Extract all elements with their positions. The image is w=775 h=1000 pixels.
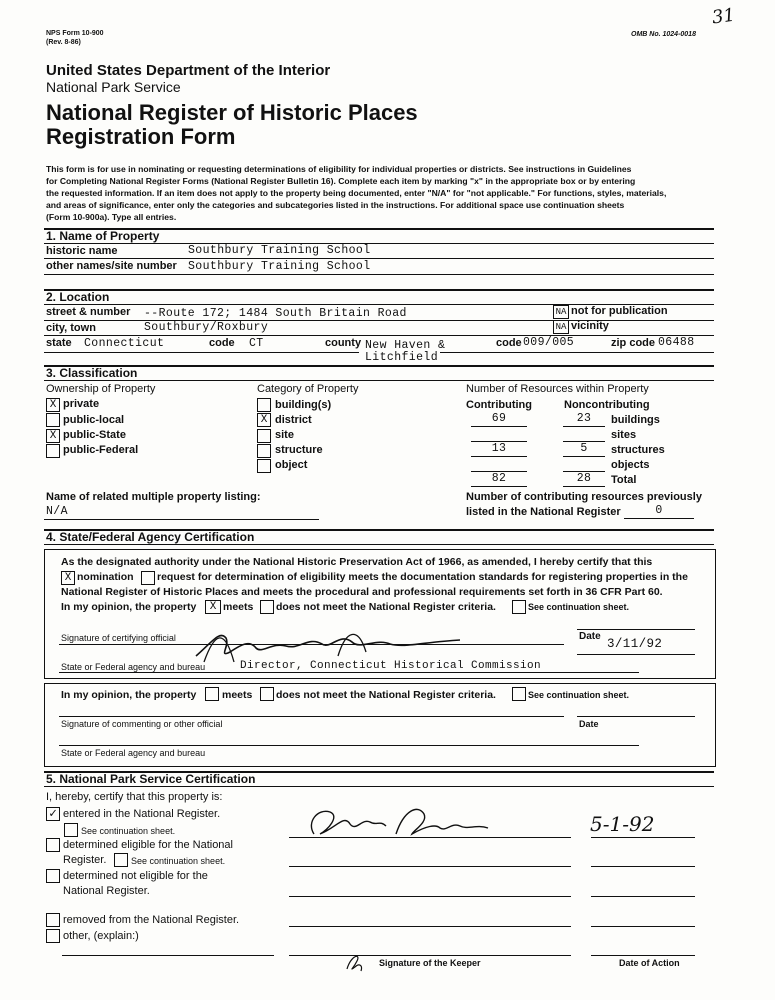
historic-name-value[interactable]: Southbury Training School — [188, 244, 371, 257]
zip-value[interactable]: 06488 — [658, 336, 695, 349]
keeper-signature — [300, 800, 500, 842]
agency-value[interactable]: Director, Connecticut Historical Commission — [240, 660, 542, 672]
rule — [62, 955, 274, 956]
meets-checkbox[interactable]: X — [205, 600, 221, 614]
total-label: Total — [611, 474, 637, 486]
rule — [44, 519, 319, 520]
state-code-label: code — [209, 337, 235, 349]
does-not-meet-b-checkbox[interactable] — [260, 687, 274, 701]
city-value[interactable]: Southbury/Roxbury — [144, 321, 269, 334]
previously-listed-label: Number of contributing resources previously — [466, 491, 702, 503]
state-code-value[interactable]: CT — [249, 337, 264, 350]
rule — [577, 716, 695, 717]
form-revision: (Rev. 8-86) — [46, 39, 81, 46]
section-5-heading: 5. National Park Service Certification — [46, 772, 256, 786]
keeper-initial-icon — [343, 951, 367, 975]
city-label: city, town — [46, 322, 96, 334]
contributing-objects[interactable] — [471, 457, 527, 472]
ownership-public-state-label: public-State — [63, 429, 126, 441]
section-rule — [44, 289, 714, 291]
category-structure-label: structure — [275, 444, 323, 456]
ownership-private-checkbox[interactable]: X — [46, 398, 60, 412]
date-of-action-label: Date of Action — [619, 958, 680, 968]
form-subtitle: Registration Form — [46, 124, 236, 149]
ownership-public-federal-label: public-Federal — [63, 444, 139, 456]
eligible-continuation-checkbox[interactable] — [114, 853, 128, 867]
category-heading: Category of Property — [257, 383, 359, 395]
noncontributing-objects[interactable] — [563, 457, 605, 472]
section-2-heading: 2. Location — [46, 290, 110, 304]
department-name: United States Department of the Interior — [46, 62, 331, 79]
county-value-2[interactable]: Litchfield — [365, 351, 439, 364]
noncontributing-sites[interactable] — [563, 427, 605, 442]
other-names-label: other names/site number — [46, 260, 177, 272]
category-site-checkbox[interactable] — [257, 429, 271, 443]
ownership-public-local-checkbox[interactable] — [46, 413, 60, 427]
action-date-handwritten[interactable]: 5-1-92 — [590, 812, 655, 836]
rule — [591, 926, 695, 927]
service-name: National Park Service — [46, 79, 181, 95]
sites-label: sites — [611, 429, 637, 441]
continuation-checkbox[interactable] — [512, 600, 526, 614]
category-structure-checkbox[interactable] — [257, 444, 271, 458]
category-building-checkbox[interactable] — [257, 398, 271, 412]
nps-intro: I, hereby, certify that this property is: — [46, 791, 223, 803]
other-label: other, (explain:) — [63, 930, 139, 942]
contributing-sites[interactable] — [471, 427, 527, 442]
determined-eligible-checkbox[interactable] — [46, 838, 60, 852]
rule — [591, 837, 695, 838]
ownership-public-state-checkbox[interactable]: X — [46, 429, 60, 443]
section-rule — [44, 365, 714, 367]
contributing-heading: Contributing — [466, 399, 532, 411]
does-not-meet-label: does not meet the National Register criteria. — [276, 601, 496, 613]
rule — [577, 629, 695, 630]
handwritten-mark: 31 — [710, 4, 737, 29]
rule — [44, 243, 714, 244]
rule — [59, 672, 639, 673]
meets-b-label: meets — [222, 689, 253, 701]
keeper-signature-label: Signature of the Keeper — [379, 958, 481, 968]
removed-checkbox[interactable] — [46, 913, 60, 927]
does-not-meet-checkbox[interactable] — [260, 600, 274, 614]
county-label: county — [325, 337, 362, 349]
category-object-checkbox[interactable] — [257, 459, 271, 473]
instructions — [46, 163, 726, 223]
rule — [44, 352, 359, 353]
objects-label: objects — [611, 459, 650, 471]
multiple-listing-label: Name of related multiple property listing: — [46, 491, 261, 503]
rule — [289, 955, 571, 956]
vicinity-checkbox[interactable]: NA — [553, 320, 569, 334]
resources-heading: Number of Resources within Property — [466, 383, 649, 395]
ownership-heading: Ownership of Property — [46, 383, 156, 395]
county-code-value[interactable]: 009/005 — [523, 336, 575, 349]
category-site-label: site — [275, 429, 294, 441]
category-object-label: object — [275, 459, 308, 471]
multiple-listing-value[interactable]: N/A — [46, 505, 68, 518]
request-checkbox[interactable] — [141, 571, 155, 585]
entered-checkbox[interactable]: ✓ — [46, 807, 60, 821]
instructions-line: and areas of significance, enter only the categories and subcategories listed in the instructions. For additional space use continuation sheets — [46, 200, 625, 210]
does-not-meet-b-label: does not meet the National Register criteria. — [276, 689, 496, 701]
contributing-structures[interactable]: 13 — [471, 442, 527, 457]
entered-label: entered in the National Register. — [63, 808, 221, 820]
form-title: National Register of Historic Places — [46, 100, 418, 125]
rule — [289, 866, 571, 867]
ownership-public-local-label: public-local — [63, 414, 125, 426]
continuation-b-checkbox[interactable] — [512, 687, 526, 701]
certification-text-3: National Register of Historic Places and meets the procedural and professional requirements set forth in 36 CFR Part 60. — [61, 586, 663, 598]
historic-name-label: historic name — [46, 245, 118, 257]
rule — [44, 258, 714, 259]
county-value[interactable]: New Haven & — [365, 339, 446, 352]
continuation-b-label: See continuation sheet. — [528, 690, 630, 700]
vicinity-label: vicinity — [571, 320, 609, 332]
category-building-label: building(s) — [275, 399, 332, 411]
rule — [59, 716, 564, 717]
rule — [289, 837, 571, 838]
request-label: request for determination of eligibility meets the documentation standards for registering properties in the — [157, 571, 688, 583]
instructions-line: This form is for use in nominating or requesting determinations of eligibility for individual properties or districts. See instructions in Guidelines — [46, 164, 632, 174]
eligible-continuation-label: See continuation sheet. — [131, 856, 226, 866]
noncontributing-total[interactable]: 28 — [563, 472, 605, 487]
rule — [591, 866, 695, 867]
section-1-heading: 1. Name of Property — [46, 229, 160, 243]
section-4-heading: 4. State/Federal Agency Certification — [46, 530, 255, 544]
determined-not-eligible-label: determined not eligible for the — [63, 870, 208, 882]
determined-eligible-label: determined eligible for the National — [63, 839, 233, 851]
ownership-private-label: private — [63, 398, 100, 410]
previously-listed-label-2: listed in the National Register — [466, 506, 621, 518]
determined-not-eligible-label-2: National Register. — [63, 885, 150, 897]
state-label: state — [46, 337, 72, 349]
certification-date-value[interactable]: 3/11/92 — [607, 637, 663, 651]
rule — [59, 745, 639, 746]
nomination-label: nomination — [77, 571, 134, 583]
omb-number: OMB No. 1024-0018 — [631, 31, 696, 38]
rule — [289, 926, 571, 927]
other-names-value[interactable]: Southbury Training School — [188, 260, 371, 273]
contributing-buildings[interactable]: 69 — [471, 412, 527, 427]
section-3-heading: 3. Classification — [46, 366, 138, 380]
not-for-publication-label: not for publication — [571, 305, 668, 317]
rule — [44, 274, 714, 275]
rule — [44, 335, 714, 336]
certifying-signature-label: Signature of certifying official — [61, 633, 176, 643]
street-value[interactable]: --Route 172; 1484 South Britain Road — [144, 307, 407, 320]
opinion-label: In my opinion, the property — [61, 601, 197, 613]
entered-continuation-label: See continuation sheet. — [81, 826, 176, 836]
noncontributing-structures[interactable]: 5 — [563, 442, 605, 457]
previously-listed-value[interactable]: 0 — [624, 504, 694, 519]
commenting-signature-label: Signature of commenting or other official — [61, 719, 223, 729]
rule — [289, 896, 571, 897]
street-label: street & number — [46, 306, 131, 318]
rule — [59, 644, 564, 645]
buildings-label: buildings — [611, 414, 660, 426]
structures-label: structures — [611, 444, 665, 456]
category-district-checkbox[interactable]: X — [257, 413, 271, 427]
entered-continuation-checkbox[interactable] — [64, 823, 78, 837]
county-code-label: code — [496, 337, 522, 349]
meets-b-checkbox[interactable] — [205, 687, 219, 701]
category-district-label: district — [275, 414, 312, 426]
commenting-date-label: Date — [579, 719, 599, 729]
state-value[interactable]: Connecticut — [84, 337, 165, 350]
rule — [44, 786, 714, 787]
certification-text: As the designated authority under the National Historic Preservation Act of 1966, as amended, I hereby certify that this — [61, 556, 653, 568]
agency-label: State or Federal agency and bureau — [61, 662, 206, 672]
nomination-checkbox[interactable]: X — [61, 571, 75, 585]
certification-date-label: Date — [579, 631, 601, 642]
noncontributing-heading: Noncontributing — [564, 399, 650, 411]
rule — [577, 654, 695, 655]
contributing-total[interactable]: 82 — [471, 472, 527, 487]
rule — [591, 955, 695, 956]
opinion-label-b: In my opinion, the property — [61, 689, 197, 701]
instructions-line: (Form 10-900a). Type all entries. — [46, 212, 177, 222]
continuation-label: See continuation sheet. — [528, 602, 630, 612]
determined-eligible-label-2: Register. — [63, 854, 107, 866]
instructions-line: the requested information. If an item does not apply to the property being documented, enter "N/A" for "not applicable." For functions, styles, materials, — [46, 188, 667, 198]
form-number: NPS Form 10-900 — [46, 30, 104, 37]
zip-label: zip code — [611, 337, 656, 349]
noncontributing-buildings[interactable]: 23 — [563, 412, 605, 427]
rule — [44, 544, 714, 545]
not-for-publication-checkbox[interactable]: NA — [553, 305, 569, 319]
rule — [440, 352, 714, 353]
instructions-line: for Completing National Register Forms (National Register Bulletin 16). Complete each item by marking "x" in the appropriate box or by entering — [46, 176, 636, 186]
determined-not-eligible-checkbox[interactable] — [46, 869, 60, 883]
meets-label: meets — [223, 601, 254, 613]
removed-label: removed from the National Register. — [63, 914, 240, 926]
rule — [44, 380, 714, 381]
ownership-public-federal-checkbox[interactable] — [46, 444, 60, 458]
rule — [591, 896, 695, 897]
agency-b-label: State or Federal agency and bureau — [61, 748, 206, 758]
other-checkbox[interactable] — [46, 929, 60, 943]
